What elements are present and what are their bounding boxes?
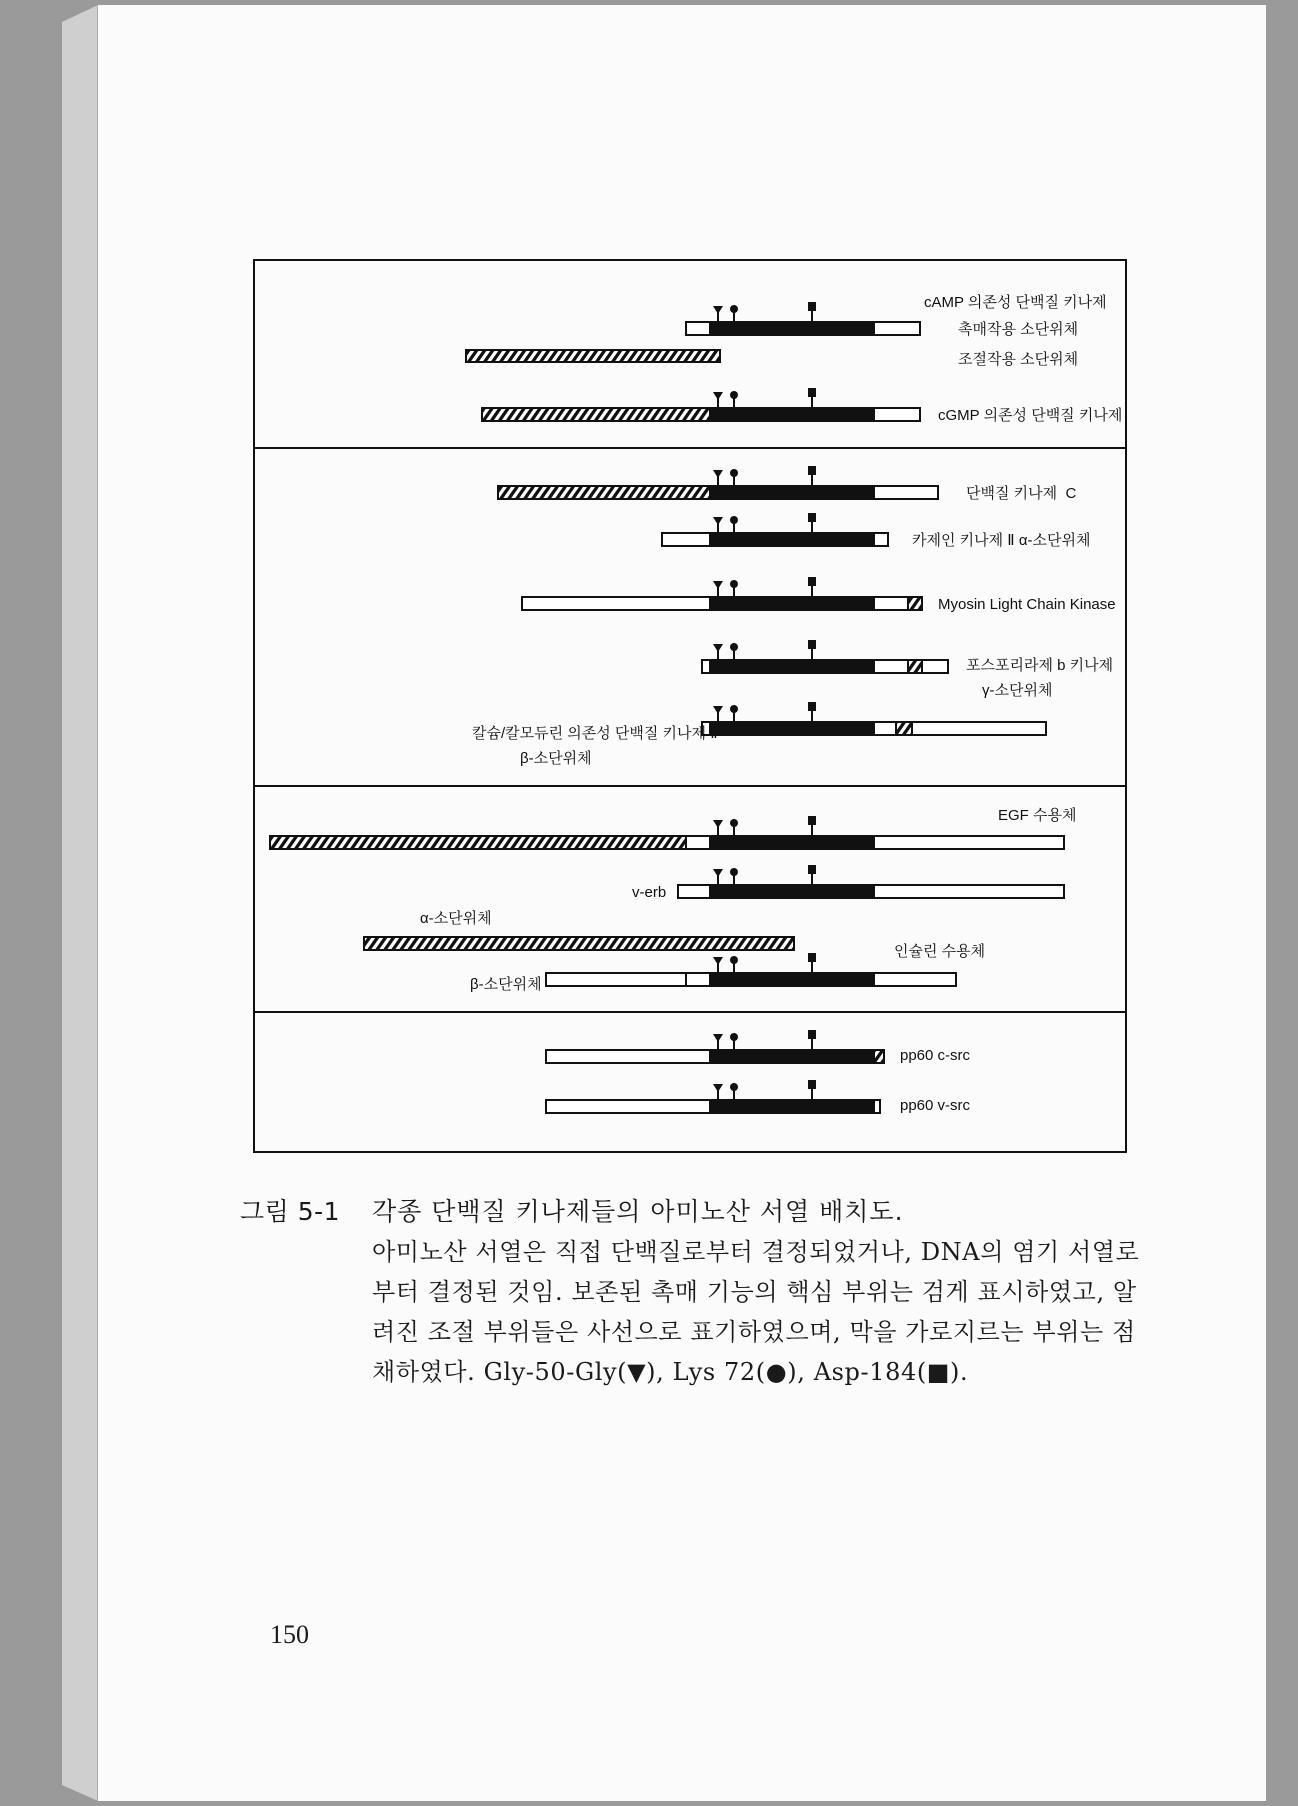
- row-c-src: [546, 1030, 884, 1064]
- caption-line: 아미노산 서열은 직접 단백질로부터 결정되었거나, DNA의 염기 서열로: [372, 1238, 1140, 1266]
- row-phk: [702, 640, 948, 674]
- label-verb: v-erb: [632, 884, 667, 901]
- row-camp-regulatory: [466, 350, 720, 362]
- figure-caption-title: 각종 단백질 키나제들의 아미노산 서열 배치도.: [372, 1197, 904, 1226]
- figure-caption-label: 그림 5-1: [240, 1197, 341, 1226]
- row-insulin-alpha: [364, 937, 794, 950]
- label-camp-regulatory: 조절작용 소단위체: [958, 351, 1079, 368]
- row-camk: [702, 702, 1046, 736]
- row-egf: [270, 816, 1064, 850]
- label-alpha: α-소단위체: [420, 910, 492, 927]
- label-phk-2: γ-소단위체: [982, 682, 1053, 699]
- caption-line: 려진 조절 부위들은 사선으로 표기하였으며, 막을 가로지르는 부위는 점: [372, 1318, 1136, 1346]
- caption-line: 채하였다. Gly-50-Gly(▼), Lys 72(●), Asp-184(■).: [372, 1358, 969, 1386]
- row-pkc: [498, 466, 938, 500]
- label-camp-pk: cAMP 의존성 단백질 키나제: [924, 294, 1107, 311]
- label-mlck: Myosin Light Chain Kinase: [938, 596, 1116, 613]
- row-mlck: [522, 577, 922, 611]
- label-pkc: 단백질 키나제 C: [966, 485, 1077, 502]
- label-cgmp-pk: cGMP 의존성 단백질 키나제: [938, 407, 1123, 424]
- label-camk-2: β-소단위체: [520, 750, 592, 767]
- label-camp-catalytic: 촉매작용 소단위체: [958, 321, 1079, 338]
- lys-marker: [730, 305, 738, 321]
- row-ck2: [662, 513, 888, 547]
- asp-marker: [808, 302, 816, 321]
- label-beta: β-소단위체: [470, 976, 542, 993]
- row-camp-catalytic: [686, 302, 920, 336]
- caption-line: 부터 결정된 것임. 보존된 촉매 기능의 핵심 부위는 검게 표시하였고, 알: [372, 1278, 1137, 1306]
- label-ck2: 카제인 키나제 Ⅱ α-소단위체: [912, 532, 1091, 549]
- row-v-src: [546, 1080, 880, 1114]
- figure-frame: [254, 260, 1126, 1152]
- page-number: 150: [270, 1620, 309, 1649]
- label-phk-1: 포스포리라제 b 키나제: [966, 657, 1114, 674]
- gly-marker: [713, 306, 723, 321]
- label-camk-1: 칼슘/칼모듀린 의존성 단백질 키나제 Ⅱ: [472, 725, 718, 742]
- label-c-src: pp60 c-src: [900, 1047, 971, 1064]
- row-verb: [678, 865, 1064, 899]
- label-egf: EGF 수용체: [998, 807, 1077, 824]
- row-cgmp: [482, 388, 920, 422]
- label-insulin: 인슐린 수용체: [894, 943, 986, 960]
- label-v-src: pp60 v-src: [900, 1097, 971, 1114]
